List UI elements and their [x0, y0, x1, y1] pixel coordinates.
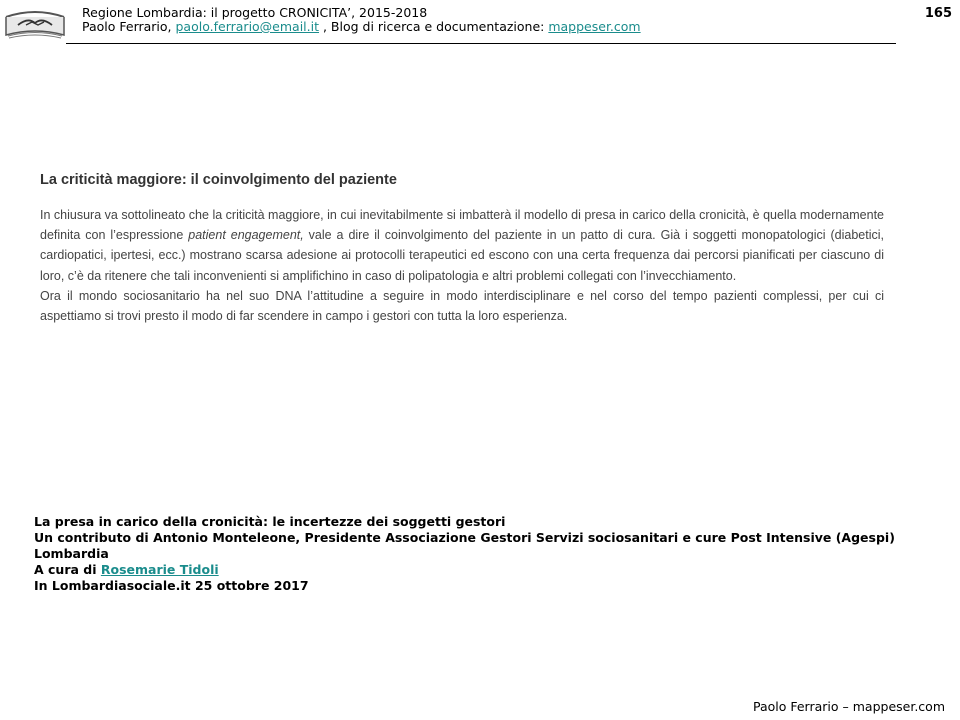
- source-contributor: Un contributo di Antonio Monteleone, Presidente Associazione Gestori Servizi sociosanitari e cure Post Intensive (Agespi) Lombardia: [34, 530, 895, 561]
- page-number: 165: [924, 6, 952, 21]
- header-divider: [66, 43, 896, 44]
- header-author: Paolo Ferrario,: [82, 19, 176, 34]
- blog-link[interactable]: mappeser.com: [548, 19, 641, 34]
- patient-engagement-term: patient engagement,: [188, 228, 304, 243]
- header-author-line: [82, 20, 641, 34]
- curator-link[interactable]: Rosemarie Tidoli: [100, 562, 219, 577]
- source-title: La presa in carico della cronicità: le incertezze dei soggetti gestori: [34, 514, 506, 529]
- excerpt-paragraph-2: Ora il mondo sociosanitario ha nel suo DNA l’attitudine a seguire in modo interdisciplinare e nel corso del tempo pazienti complessi, per cui ci aspettiamo si trovi presto il modo di far scendere in campo i gestori con tutta la loro esperienza.: [40, 288, 884, 324]
- email-link[interactable]: paolo.ferrario@email.it: [175, 19, 320, 34]
- running-header: [82, 6, 641, 34]
- source-curator: A cura di Rosemarie Tidoli: [34, 562, 219, 577]
- source-credits: [34, 514, 960, 594]
- header-title: Regione Lombardia: il progetto CRONICITA’, 2015-2018: [82, 5, 428, 20]
- page-footer: Paolo Ferrario – mappeser.com: [752, 699, 945, 714]
- excerpt-title: La criticità maggiore: il coinvolgimento del paziente: [40, 172, 397, 188]
- source-publication: In Lombardiasociale.it 25 ottobre 2017: [34, 578, 309, 593]
- handshake-book-icon: [4, 5, 66, 41]
- excerpt-paragraph-1: In chiusura va sottolineato che la criticità maggiore, in cui inevitabilmente si imbatterà il modello di presa in carico della cronicità, è quella modernamente definita con l’espressione patient engagement, vale a dire il coinvolgimento del paziente in un patto di cura. Già i soggetti monopatologici (diabetici, cardiopatici, ipertesi, ecc.) mostrano scarsa adesione ai protocolli terapeutici ed escono con una certa frequenza dai percorsi pianificati per ciascuno di loro, c’è da ritenere che tali inconvenienti si amplifichino in caso di polipatologia e altri problemi collegati con l’invecchiamento.: [40, 208, 884, 283]
- header-blog-label: , Blog di ricerca e documentazione:: [319, 19, 549, 34]
- article-excerpt: [40, 172, 884, 326]
